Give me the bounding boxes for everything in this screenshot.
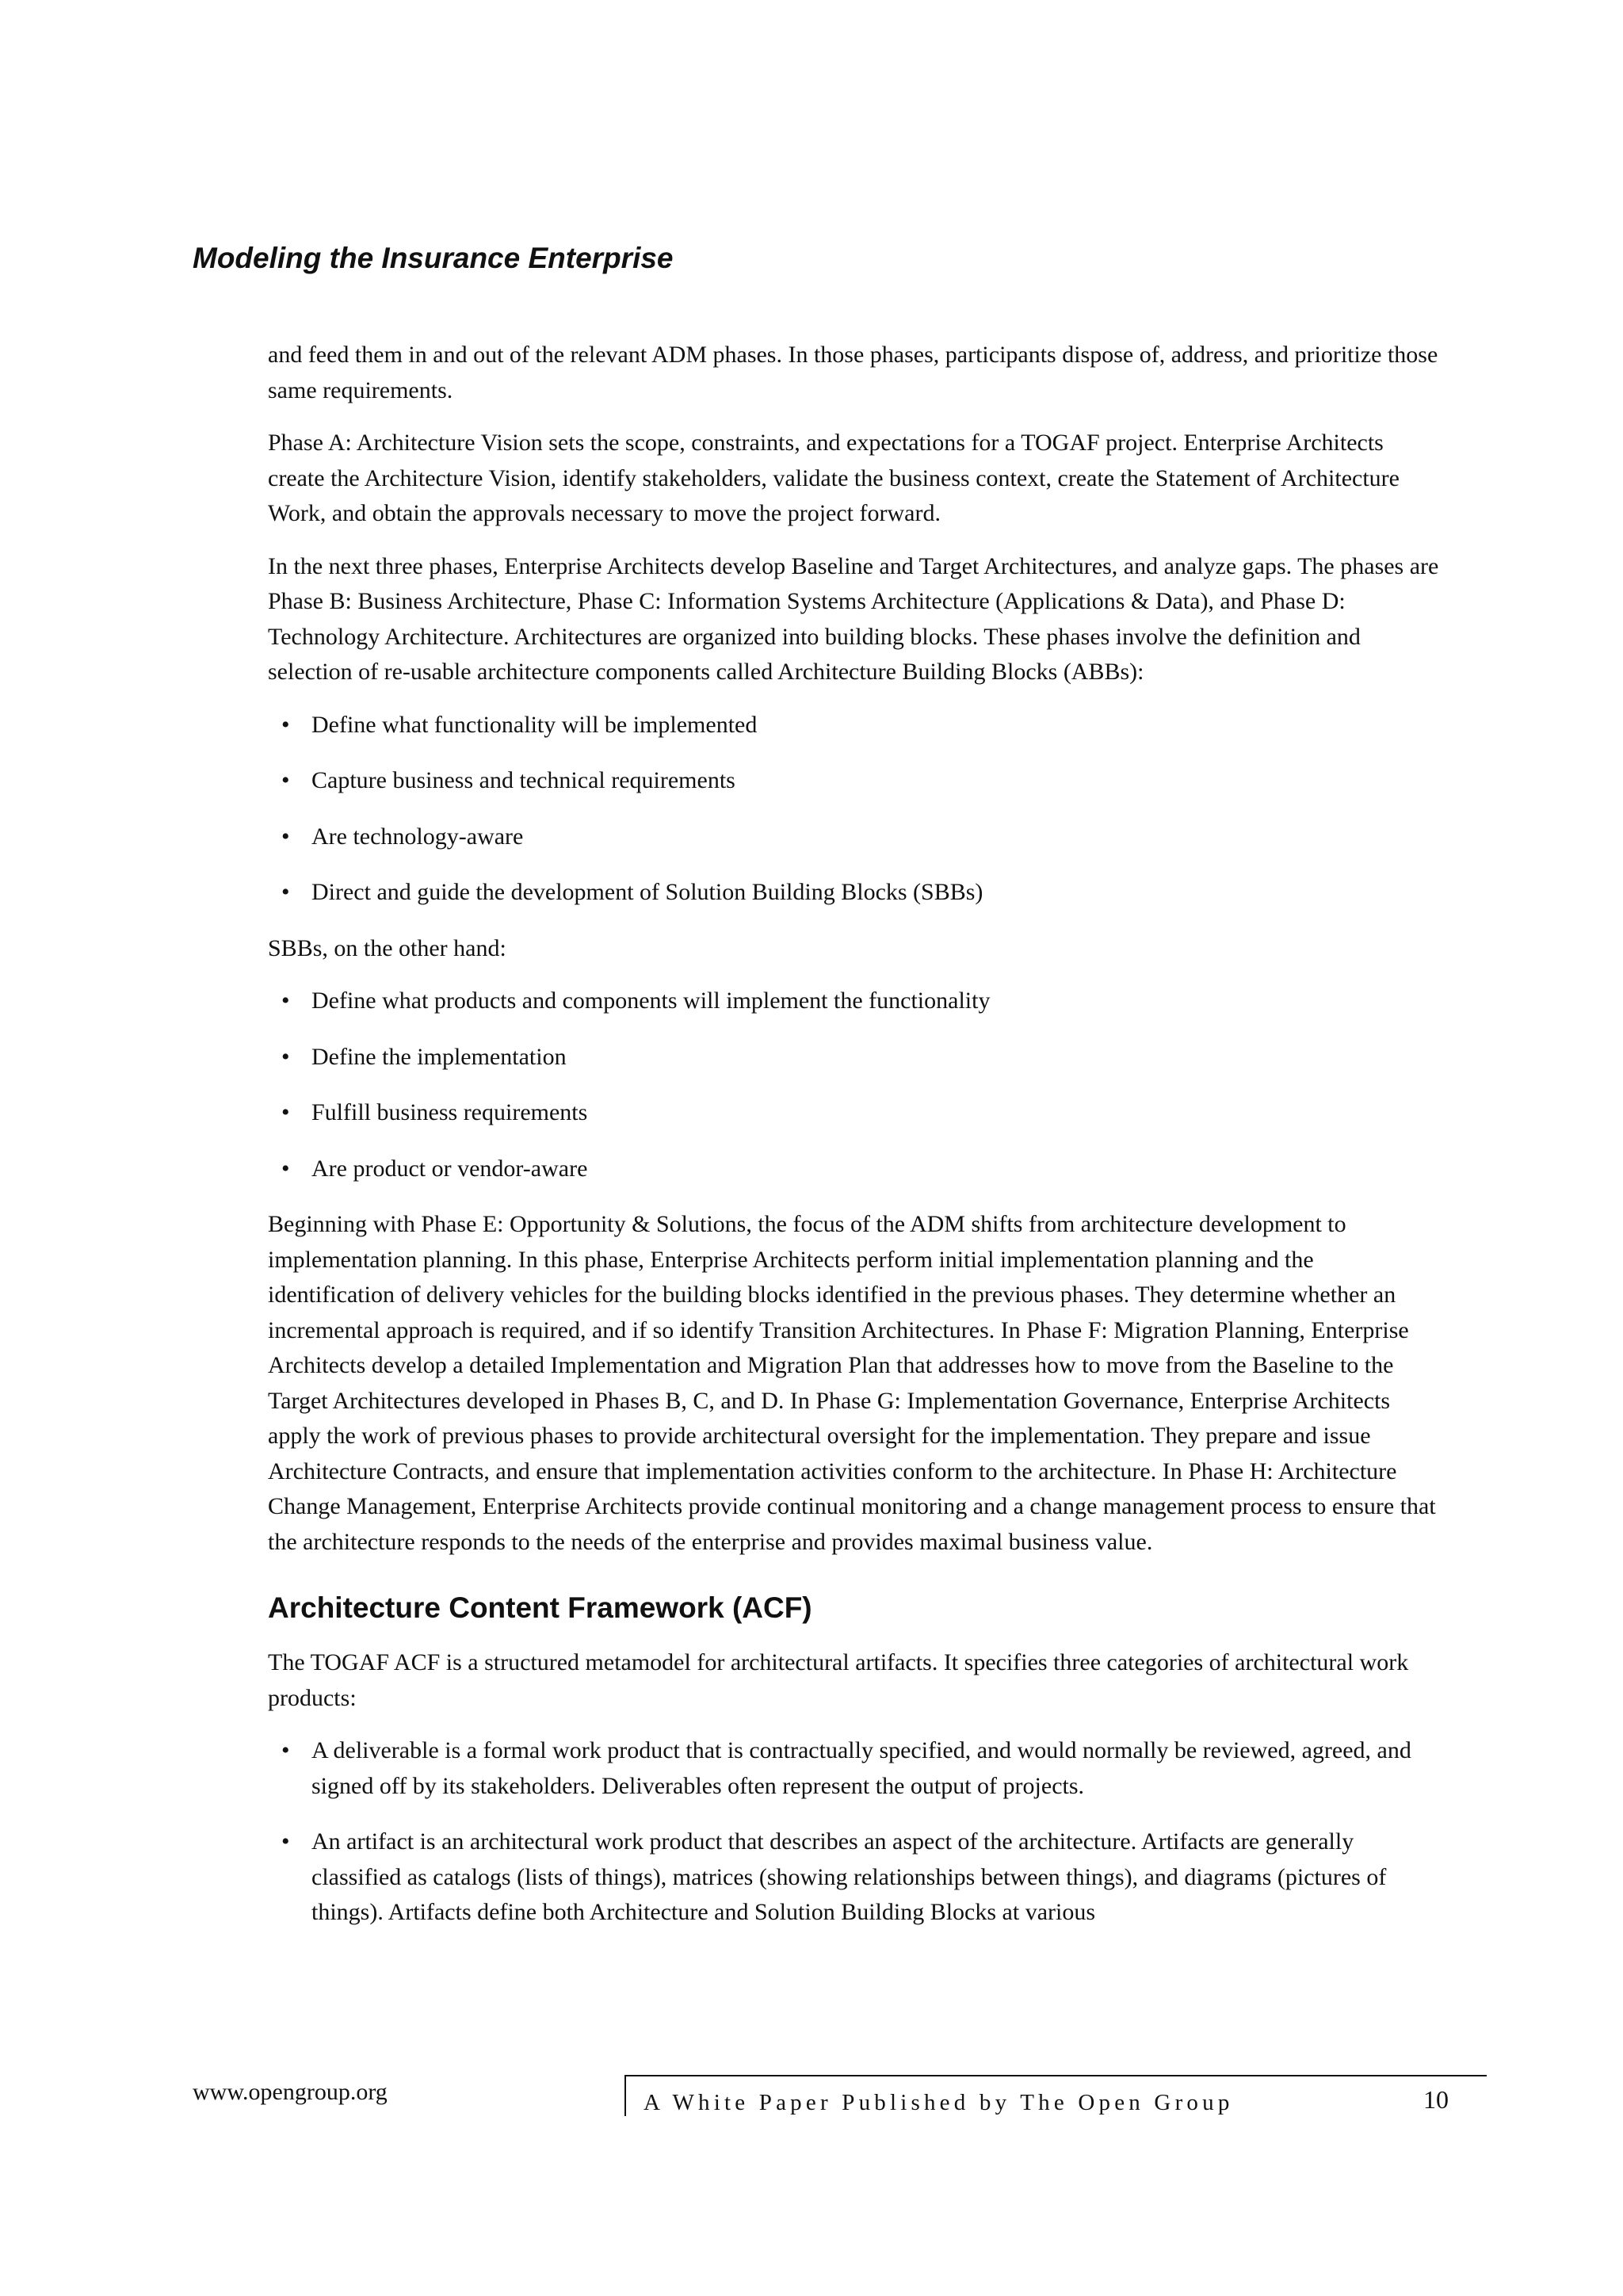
running-header-title: Modeling the Insurance Enterprise xyxy=(193,242,674,274)
list-item: • A deliverable is a formal work product that is contractually specified, and would normally be reviewed, agreed, and signed off by its stakeholders. Deliverables often represent the output of projects. xyxy=(268,1733,1441,1804)
list-item: • Capture business and technical requirements xyxy=(268,763,1441,799)
list-item: • An artifact is an architectural work product that describes an aspect of the architecture. Artifacts are generally classified as catalogs (lists of things), matrices (showing relationships between things), and diagrams (pictures of things). Artifacts define both Architecture and Solution Building Blocks at various xyxy=(268,1824,1441,1931)
section-heading: Architecture Content Framework (ACF) xyxy=(268,1591,812,1624)
paragraph: SBBs, on the other hand: xyxy=(268,934,506,961)
footer-divider xyxy=(624,2075,1487,2076)
page-number: 10 xyxy=(1423,2085,1449,2114)
paragraph: Phase A: Architecture Vision sets the scope, constraints, and expectations for a TOGAF project. Enterprise Architects create the Architecture Vision, identify stakeholders, validate the business context, create the Statement of Architecture Work, and obtain the approvals necessary to move the project forward. xyxy=(268,430,1400,526)
bullet-icon: • xyxy=(281,823,290,850)
bullet-icon: • xyxy=(281,1737,290,1763)
sbb-bullet-list xyxy=(268,984,1441,1186)
list-item: • Define the implementation xyxy=(268,1040,1441,1075)
paragraph: In the next three phases, Enterprise Architects develop Baseline and Target Architectures, and analyze gaps. The phases are Phase B: Business Architecture, Phase C: Information Systems Architecture (Applications & Data), and Phase D: Technology Architecture. Architectures are organized into building blocks. These phases involve the definition and selection of re-usable architecture components called Architecture Building Blocks (ABBs): xyxy=(268,552,1439,685)
bullet-icon: • xyxy=(281,988,290,1014)
paragraph: and feed them in and out of the relevant ADM phases. In those phases, participants dispose of, address, and prioritize those same requirements. xyxy=(268,342,1438,403)
list-item: • Fulfill business requirements xyxy=(268,1095,1441,1131)
list-item: • Are product or vendor-aware xyxy=(268,1152,1441,1187)
footer-publisher: A White Paper Published by The Open Group xyxy=(643,2090,1234,2115)
footer-url: www.opengroup.org xyxy=(193,2079,388,2105)
abb-bullet-list xyxy=(268,708,1441,911)
paragraph: Beginning with Phase E: Opportunity & Solutions, the focus of the ADM shifts from architecture development to implementation planning. In this phase, Enterprise Architects perform initial implementation planning and the identification of delivery vehicles for the building blocks identified in the previous phases. They determine whether an incremental approach is required, and if so identify Transition Architectures. In Phase F: Migration Planning, Enterprise Architects develop a detailed Implementation and Migration Plan that addresses how to move from the Baseline to the Target Architectures developed in Phases B, C, and D. In Phase G: Implementation Governance, Enterprise Architects apply the work of previous phases to provide architectural oversight for the implementation. They prepare and issue Architecture Contracts, and ensure that implementation activities conform to the architecture. In Phase H: Architecture Change Management, Enterprise Architects provide continual monitoring and a change management process to ensure that the architecture responds to the needs of the enterprise and provides maximal business value. xyxy=(268,1211,1436,1555)
bullet-icon: • xyxy=(281,1155,290,1182)
bullet-icon: • xyxy=(281,1099,290,1125)
list-item: • Direct and guide the development of Solution Building Blocks (SBBs) xyxy=(268,875,1441,911)
list-item: • Define what functionality will be implemented xyxy=(268,708,1441,743)
bullet-icon: • xyxy=(281,879,290,905)
bullet-icon: • xyxy=(281,711,290,738)
body-text xyxy=(268,338,1441,1951)
bullet-icon: • xyxy=(281,767,290,793)
footer-divider-vertical xyxy=(624,2076,626,2116)
list-item: • Are technology-aware xyxy=(268,819,1441,855)
acf-bullet-list xyxy=(268,1733,1441,1931)
list-item: • Define what products and components will implement the functionality xyxy=(268,984,1441,1019)
paragraph: The TOGAF ACF is a structured metamodel for architectural artifacts. It specifies three categories of architectural work products: xyxy=(268,1649,1409,1711)
bullet-icon: • xyxy=(281,1043,290,1070)
bullet-icon: • xyxy=(281,1828,290,1855)
